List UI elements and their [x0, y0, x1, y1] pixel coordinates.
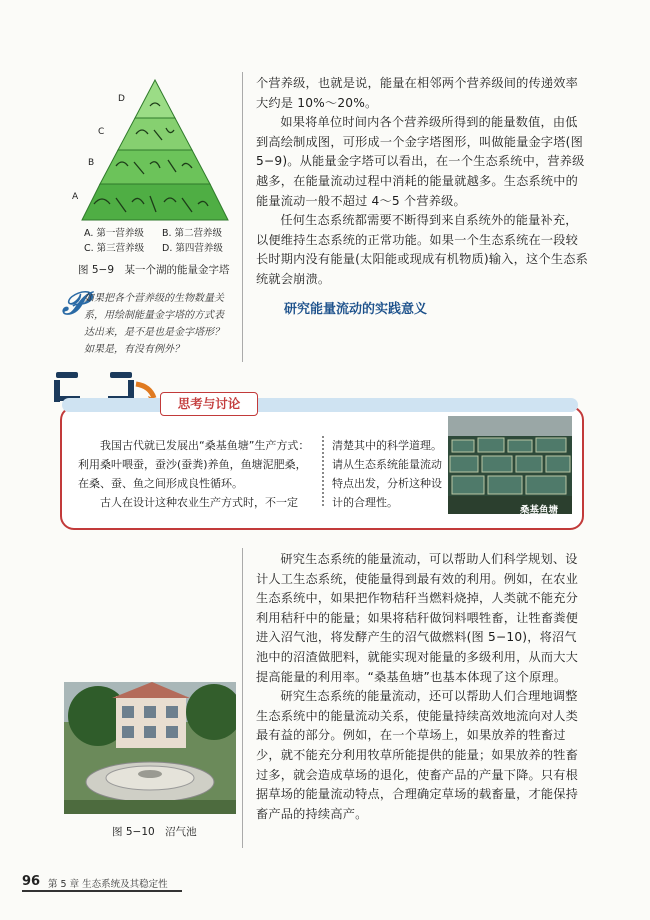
pyramid-label-a: A — [72, 192, 79, 202]
pyramid-level-c — [118, 118, 192, 150]
pyramid-label-b: B — [88, 158, 95, 168]
column-divider-top — [242, 72, 243, 362]
pyramid-level-a — [82, 184, 228, 220]
discussion-paragraph-2: 古人在设计这种农业生产方式时，不一定 — [100, 496, 298, 509]
discussion-divider — [322, 436, 324, 506]
top-body-text — [256, 74, 588, 290]
fishpond-caption: 桑基鱼塘 — [520, 505, 559, 516]
pyramid-level-d — [135, 80, 175, 118]
pyramid-caption: 图 5−9 某一个湖的能量金字塔 — [78, 264, 230, 276]
discussion-left-text — [78, 436, 314, 512]
column-divider-bottom — [242, 548, 243, 848]
paragraph-5: 研究生态系统的能量流动，还可以帮助人们合理地调整生态系统中的能量流动关系，使能量持续高效地流向对人类最有益的部分。例如，在一个草场上，如果放养的牲畜过少，就不能充分利用牧草所能提供的能量；如果放养的牲畜过多，就会造成草场的退化，使畜产品的产量下降。只有根据草场的能量流动特点，合理确定草场的载畜量，才能保持畜产品的持续高产。 — [256, 689, 579, 821]
biogas-tank-photo — [64, 682, 236, 814]
page-number: 96 — [22, 874, 41, 889]
energy-pyramid-figure — [70, 70, 240, 230]
legend-item-b: B. 第二营养级 — [162, 228, 223, 239]
biogas-caption: 图 5−10 沼气池 — [112, 826, 197, 838]
footer-rule — [22, 890, 182, 892]
side-note: 如果把各个营养级的生物数量关系，用绘制能量金字塔的方式表达出来，是不是也是金字塔形？如果是，有没有例外？ — [84, 293, 224, 355]
side-note-decoration: 𝒫 — [62, 284, 86, 322]
paragraph-4: 研究生态系统的能量流动，可以帮助人们科学规划、设计人工生态系统，使能量得到最有效的利用。例如，在农业生态系统中，如果把作物秸秆当燃料烧掉，人类就不能充分利用秸秆中的能量；如果将秸秆做饲料喂牲畜，让牲畜粪便进入沼气池，将发酵产生的沼气做燃料(图 5−10)，将沼气池中的沼渣做肥料，就能实现对能量的多级利用，从而大大提高能量的利用率。“桑基鱼塘”也基本体现了这个原理。 — [256, 552, 579, 684]
discussion-paragraph-1: 我国古代就已发展出“桑基鱼塘”生产方式：利用桑叶喂蚕，蚕沙(蚕粪)养鱼，鱼塘泥肥桑，在桑、蚕、鱼之间形成良性循环。 — [78, 439, 310, 490]
chapter-title: 第 5 章 生态系统及其稳定性 — [48, 879, 168, 890]
paragraph-1: 个营养级，也就是说，能量在相邻两个营养级间的传递效率大约是 10%～20%。 — [256, 76, 579, 110]
section-heading: 研究能量流动的实践意义 — [284, 302, 428, 317]
bottom-body-text — [256, 550, 588, 824]
legend-item-c: C. 第三营养级 — [84, 243, 145, 254]
pyramid-label-d: D — [118, 94, 125, 104]
legend-item-d: D. 第四营养级 — [162, 243, 223, 254]
paragraph-2: 如果将单位时间内各个营养级所得到的能量数值，由低到高绘制成图，可形成一个金字塔图形，叫做能量金字塔(图 5−9)。从能量金字塔可以看出，在一个生态系统中，营养级越多，在能量流动过程中消耗的能量就越多。生态系统中的能量流动一般不超过 4～5 个营养级。 — [256, 115, 585, 208]
discussion-banner — [62, 398, 578, 412]
paragraph-3: 任何生态系统都需要不断得到来自系统外的能量补充，以便维持生态系统的正常功能。如果一个生态系统在一段较长时期内没有能量(太阳能或现成有机物质)输入，这个生态系统就会崩溃。 — [256, 213, 588, 286]
legend-item-a: A. 第一营养级 — [84, 228, 144, 239]
discussion-right-text: 清楚其中的科学道理。请从生态系统能量流动特点出发，分析这种设计的合理性。 — [332, 439, 442, 509]
pyramid-label-c: C — [98, 127, 105, 137]
mulberry-fishpond-photo — [448, 416, 572, 514]
pyramid-legend — [84, 226, 240, 256]
pyramid-level-b — [100, 150, 210, 184]
discussion-title: 思考与讨论 — [160, 392, 258, 416]
